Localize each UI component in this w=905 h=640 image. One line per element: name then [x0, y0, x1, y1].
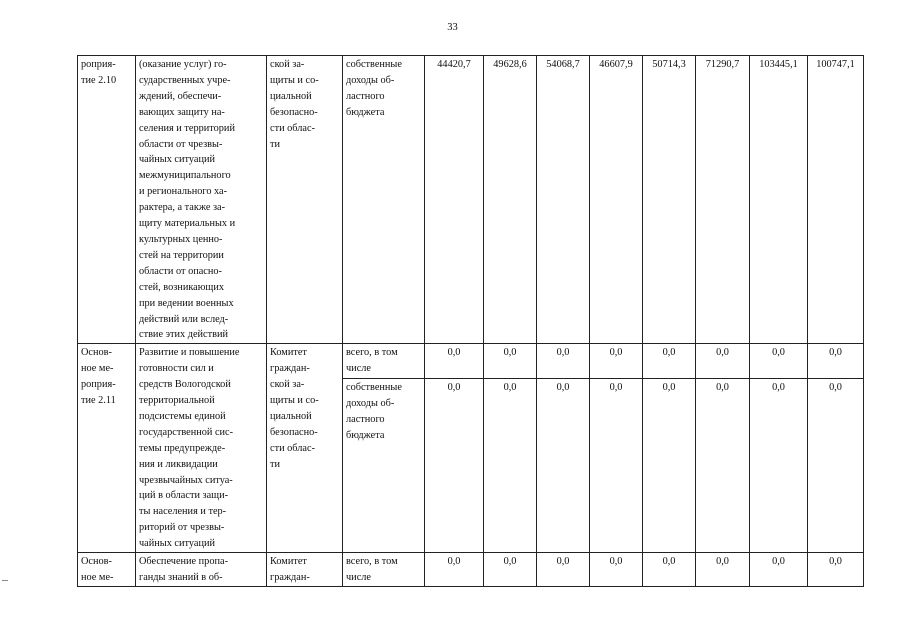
value-cell: 0,0 [696, 553, 750, 587]
funding-source-cell: всего, в том числе [343, 344, 425, 379]
executor-cell: Комитет граждан- ской за- щиты и со- циальной безопасно- сти облас- ти [267, 344, 343, 553]
value-cell: 100747,1 [808, 56, 864, 344]
value-cell: 0,0 [643, 379, 696, 553]
value-cell: 0,0 [484, 379, 537, 553]
measure-cell: роприя- тие 2.10 [78, 56, 136, 344]
value-cell: 0,0 [484, 553, 537, 587]
executor-cell: Комитет граждан- [267, 553, 343, 587]
table-row [78, 344, 864, 379]
value-cell: 0,0 [750, 553, 808, 587]
value-cell: 0,0 [590, 553, 643, 587]
value-cell: 50714,3 [643, 56, 696, 344]
value-cell: 0,0 [537, 344, 590, 379]
value-cell: 71290,7 [696, 56, 750, 344]
table-row [78, 56, 864, 344]
value-cell: 0,0 [590, 379, 643, 553]
funding-source-cell: собственные доходы об- ластного бюджета [343, 379, 425, 553]
funding-source-cell: собственные доходы об- ластного бюджета [343, 56, 425, 344]
value-cell: 0,0 [425, 379, 484, 553]
margin-mark [2, 580, 8, 581]
value-cell: 103445,1 [750, 56, 808, 344]
value-cell: 49628,6 [484, 56, 537, 344]
value-cell: 0,0 [425, 344, 484, 379]
value-cell: 0,0 [808, 344, 864, 379]
description-cell: Обеспечение пропа- ганды знаний в об- [136, 553, 267, 587]
value-cell: 0,0 [537, 379, 590, 553]
table-row [78, 553, 864, 587]
value-cell: 0,0 [750, 379, 808, 553]
value-cell: 0,0 [484, 344, 537, 379]
value-cell: 0,0 [590, 344, 643, 379]
description-cell: Развитие и повышение готовности сил и средств Вологодской территориальной подсистемы единой государственной сис- темы предупрежде- ния и ликвидации чрезвычайных ситуа- ций в области защи- ты населения и тер- риторий от чрезвы- чайных ситуаций [136, 344, 267, 553]
value-cell: 0,0 [643, 344, 696, 379]
value-cell: 46607,9 [590, 56, 643, 344]
program-funding-table [77, 55, 864, 587]
value-cell: 0,0 [696, 344, 750, 379]
page-number: 33 [447, 22, 458, 33]
value-cell: 44420,7 [425, 56, 484, 344]
measure-cell: Основ- ное ме- роприя- тие 2.11 [78, 344, 136, 553]
value-cell: 0,0 [537, 553, 590, 587]
value-cell: 0,0 [425, 553, 484, 587]
value-cell: 0,0 [808, 379, 864, 553]
value-cell: 0,0 [750, 344, 808, 379]
value-cell: 0,0 [808, 553, 864, 587]
description-cell: (оказание услуг) го- сударственных учре- ждений, обеспечи- вающих защиту на- селения и территорий области от чрезвы- чайных ситуаций межмуниципального и регионального ха- рактера, а также за- щиту материальных и культурных ценно- стей на территории области от опасно- стей, возникающих при ведении военных действий или вслед- ствие этих действий [136, 56, 267, 344]
measure-cell: Основ- ное ме- [78, 553, 136, 587]
value-cell: 0,0 [696, 379, 750, 553]
value-cell: 0,0 [643, 553, 696, 587]
value-cell: 54068,7 [537, 56, 590, 344]
funding-source-cell: всего, в том числе [343, 553, 425, 587]
executor-cell: ской за- щиты и со- циальной безопасно- сти облас- ти [267, 56, 343, 344]
